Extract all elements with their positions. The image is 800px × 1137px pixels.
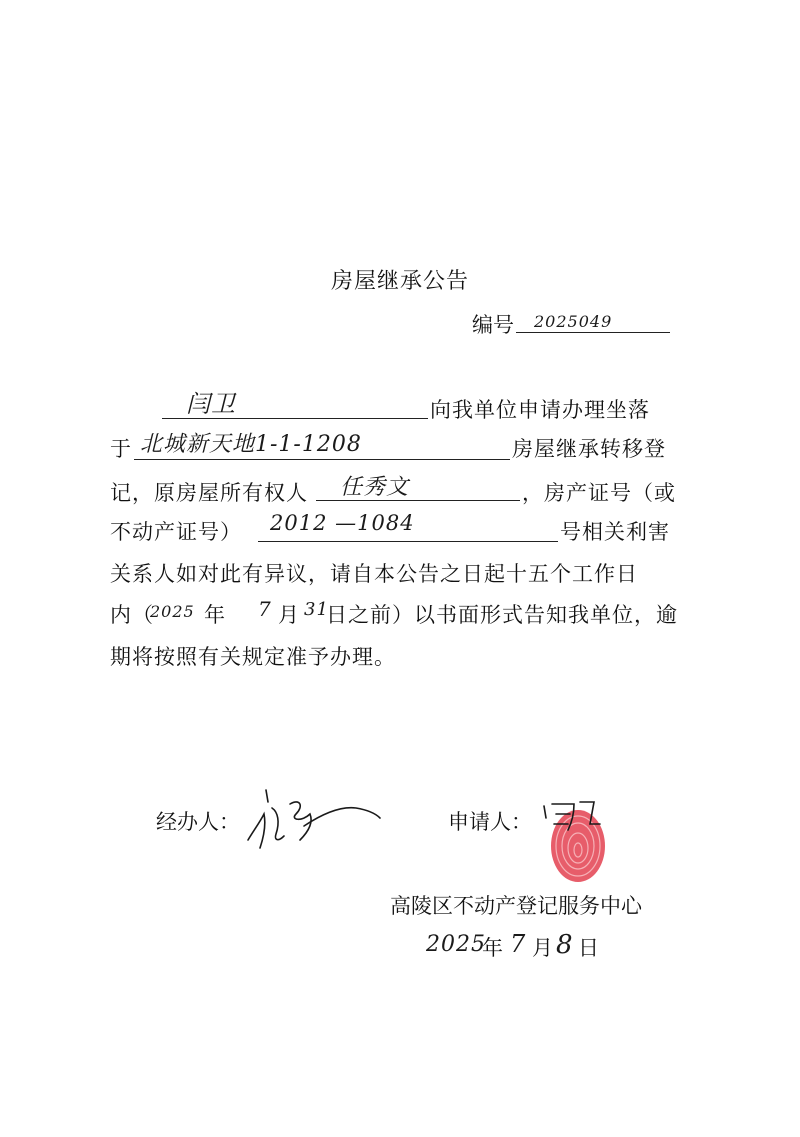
deadline-year-unit: 年 (204, 603, 226, 627)
serial-label: 编号 (472, 313, 514, 337)
body-line-2: 房屋继承转移登 (512, 437, 666, 461)
deadline-year-handwritten: 2025 (150, 602, 195, 621)
deadline-month-handwritten: 7 (258, 597, 272, 621)
applicant-label: 申请人： (448, 810, 532, 834)
date-month-handwritten: 7 (510, 930, 527, 958)
owner-name-handwritten: 任秀文 (340, 475, 410, 500)
applicant-signature (538, 796, 618, 896)
property-address-handwritten: 北城新天地1-1-1208 (140, 432, 362, 457)
body-line-1: 向我单位申请办理坐落 (430, 398, 650, 422)
deadline-day-handwritten: 31 (304, 599, 329, 620)
body-line-4: 号相关利害 (560, 520, 670, 544)
date-year-handwritten: 2025 (426, 932, 486, 957)
handler-label: 经办人： (156, 810, 240, 834)
body-line-2-prefix: 于 (110, 437, 132, 461)
body-line-3-prefix: 记，原房屋所有权人 (110, 481, 308, 505)
date-month-unit: 月 (532, 936, 554, 960)
serial-underline (516, 332, 670, 333)
certificate-number-handwritten: 2012 —1084 (270, 511, 415, 535)
date-year-unit: 年 (482, 936, 504, 960)
body-line-6-prefix: 内（ (110, 603, 154, 627)
certificate-underline (258, 541, 558, 542)
handler-signature (244, 784, 384, 856)
organization-name: 高陵区不动产登记服务中心 (390, 894, 642, 918)
serial-number: 2025049 (534, 312, 613, 331)
address-underline (134, 459, 510, 460)
body-line-4-prefix: 不动产证号） (110, 520, 242, 544)
fingerprint (551, 810, 605, 882)
applicant-name-handwritten: 闫卫 (186, 390, 236, 418)
page-title: 房屋继承公告 (330, 269, 469, 294)
date-day-handwritten: 8 (556, 930, 574, 960)
body-line-3: ，房产证号（或 (522, 481, 676, 505)
deadline-month-unit: 月 (278, 603, 300, 627)
body-line-7: 期将按照有关规定准予办理。 (110, 645, 396, 669)
date-day-unit: 日 (578, 936, 600, 960)
body-line-6: 日之前）以书面形式告知我单位，逾 (326, 603, 678, 627)
body-line-5: 关系人如对此有异议，请自本公告之日起十五个工作日 (110, 562, 638, 586)
